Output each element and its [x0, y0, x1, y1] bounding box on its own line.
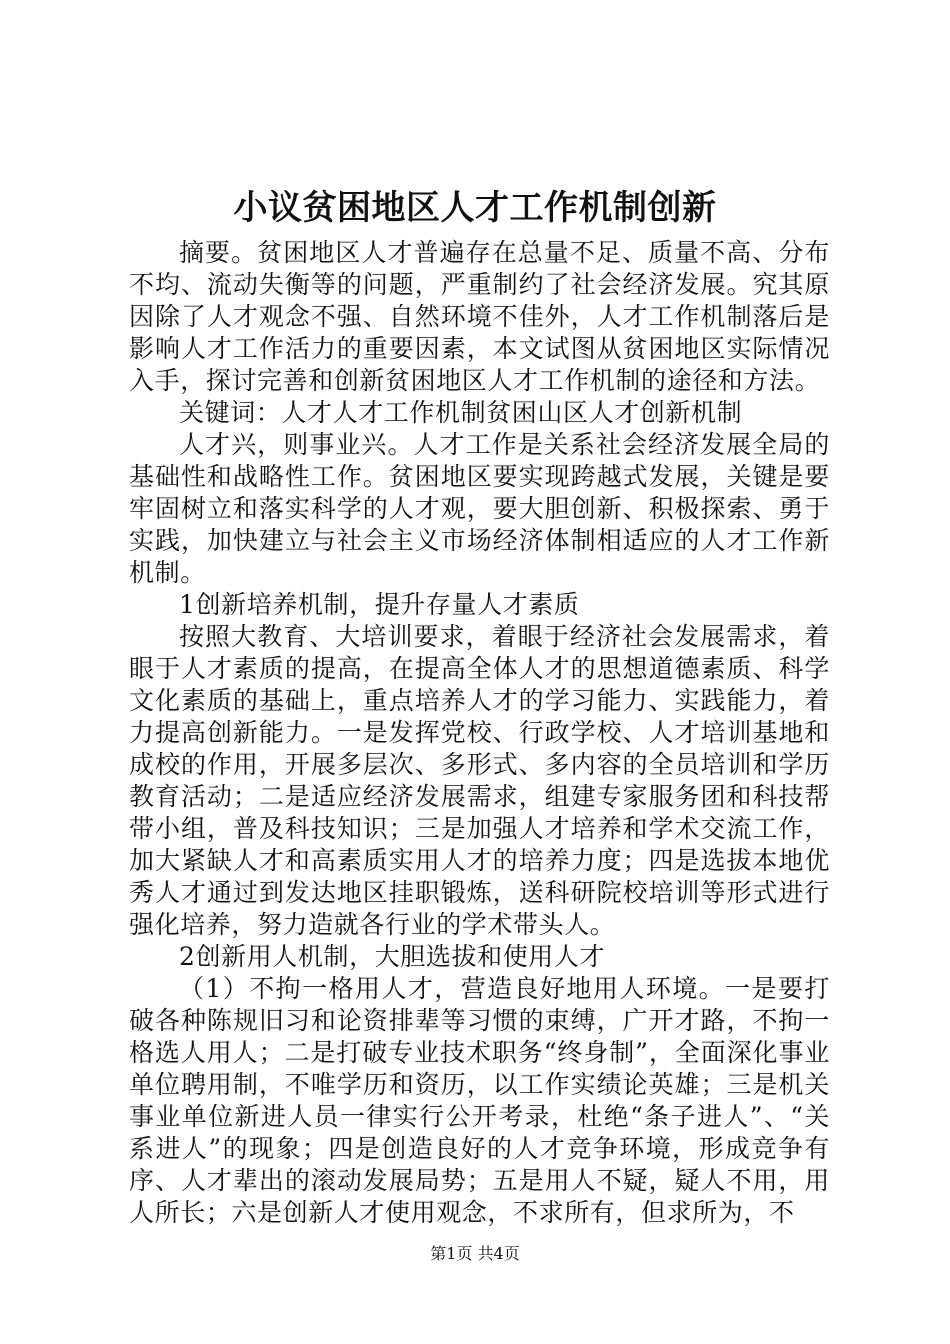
section-heading-2: 2创新用人机制，大胆选拔和使用人才: [179, 942, 606, 971]
section-heading-1: 1创新培养机制，提升存量人才素质: [179, 590, 580, 619]
section-2-paragraph: （1）不拘一格用人才，营造良好地用人环境。一是要打破各种陈规旧习和论资排辈等习惯的束缚，广开才路，不拘一格选人用人；二是打破专业技术职务“终身制”，全面深化事业单位聘用制，不唯学历和资历，以工作实绩论英雄；三是机关事业单位新进人员一律实行公开考录，杜绝“条子进人”、“关系进人”的现象；四是创造良好的人才竞争环境，形成竞争有序、人才辈出的滚动发展局势；五是用人不疑，疑人不用，用人所长；六是创新人才使用观念，不求所有，但求所为，不: [129, 974, 830, 1227]
intro-paragraph: 人才兴，则事业兴。人才工作是关系社会经济发展全局的基础性和战略性工作。贫困地区要实现跨越式发展，关键是要牢固树立和落实科学的人才观，要大胆创新、积极探索、勇于实践，加快建立与社会主义市场经济体制相适应的人才工作新机制。: [129, 430, 830, 587]
document-body: [129, 237, 830, 1229]
keywords-paragraph: 关键词：人才人才工作机制贫困山区人才创新机制: [179, 398, 743, 427]
abstract-paragraph: 摘要。贫困地区人才普遍存在总量不足、质量不高、分布不均、流动失衡等的问题，严重制约了社会经济发展。究其原因除了人才观念不强、自然环境不佳外，人才工作机制落后是影响人才工作活力的重要因素，本文试图从贫困地区实际情况入手，探讨完善和创新贫困地区人才工作机制的途径和方法。: [129, 238, 830, 395]
document-title: 小议贫困地区人才工作机制创新: [233, 188, 717, 228]
section-1-paragraph: 按照大教育、大培训要求，着眼于经济社会发展需求，着眼于人才素质的提高，在提高全体人才的思想道德素质、科学文化素质的基础上，重点培养人才的学习能力、实践能力，着力提高创新能力。一是发挥党校、行政学校、人才培训基地和成校的作用，开展多层次、多形式、多内容的全员培训和学历教育活动；二是适应经济发展需求，组建专家服务团和科技帮带小组，普及科技知识；三是加强人才培养和学术交流工作，加大紧缺人才和高素质实用人才的培养力度；四是选拔本地优秀人才通过到发达地区挂职锻炼，送科研院校培训等形式进行强化培养，努力造就各行业的学术带头人。: [129, 622, 830, 939]
page-number-footer: 第1页 共4页: [430, 1244, 520, 1263]
